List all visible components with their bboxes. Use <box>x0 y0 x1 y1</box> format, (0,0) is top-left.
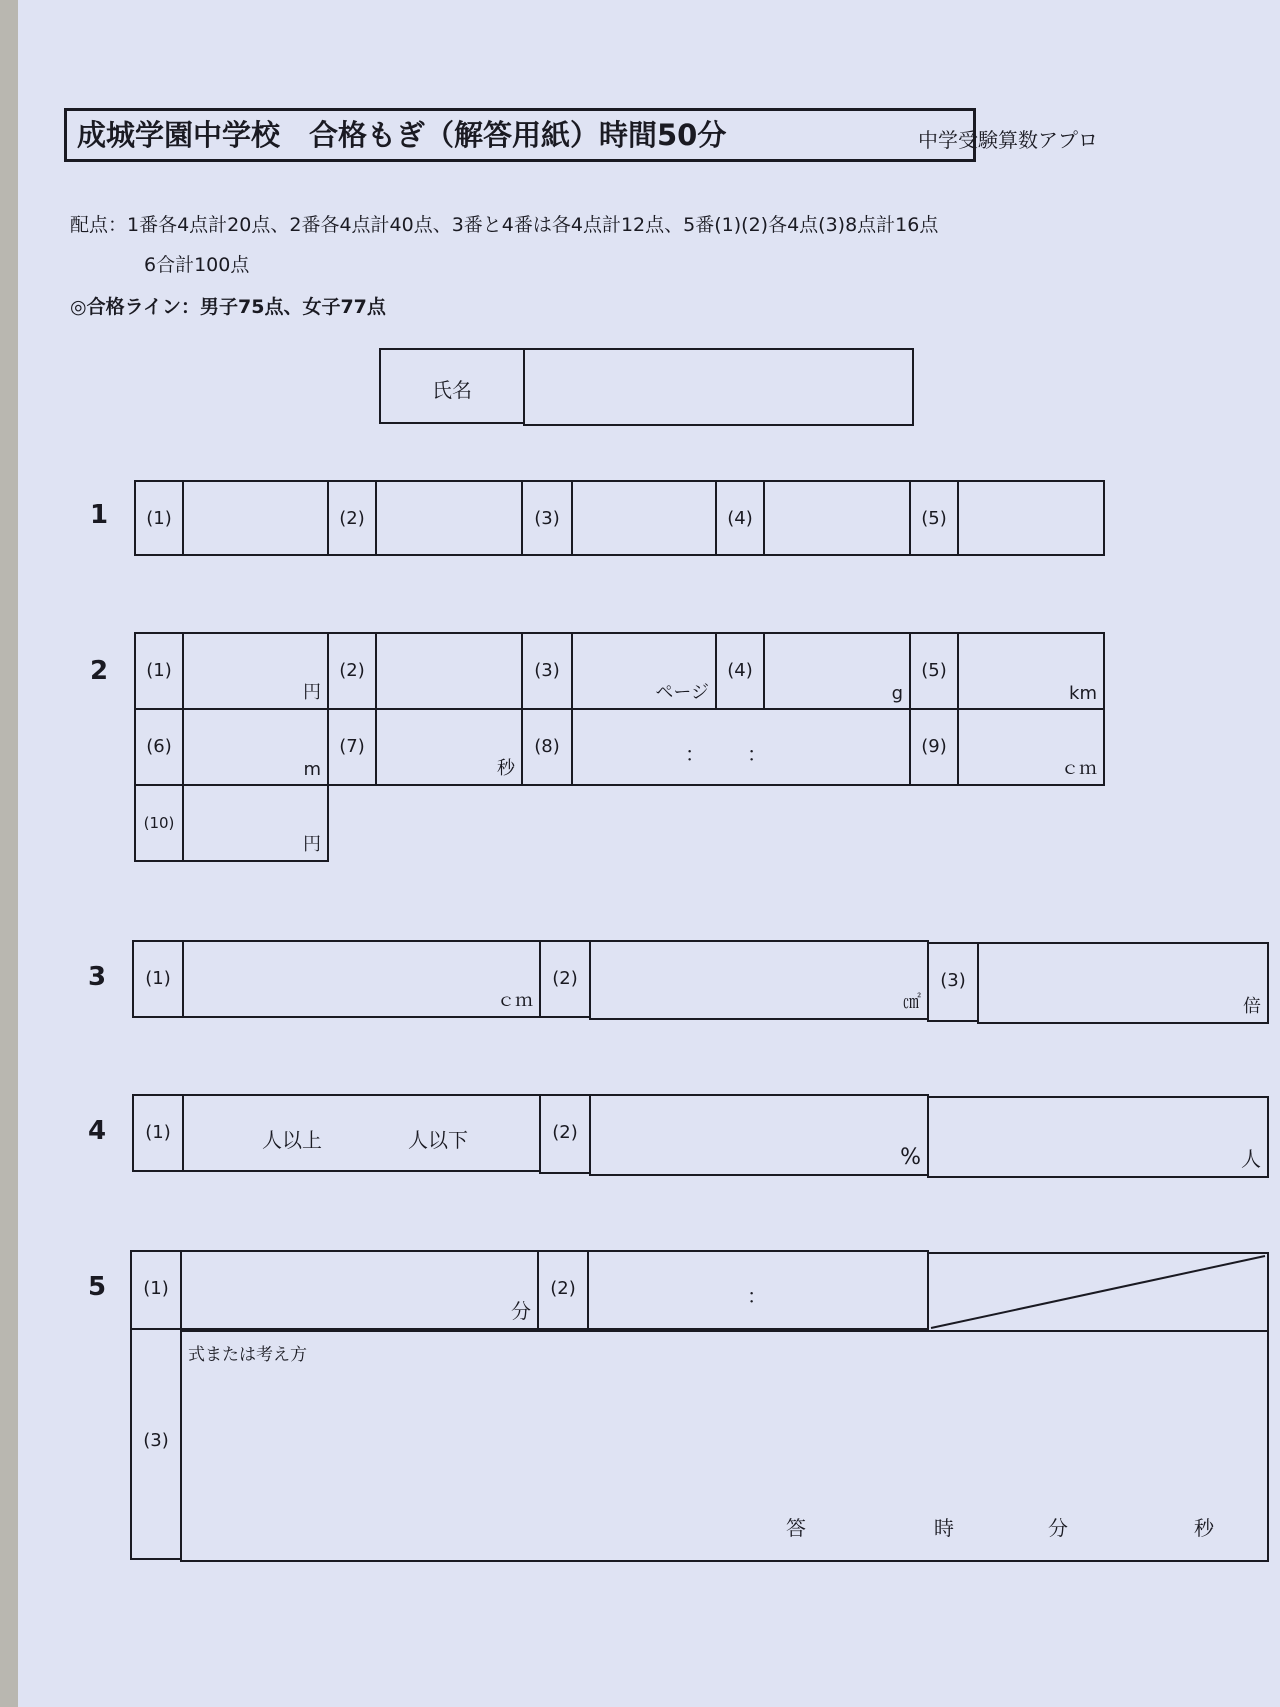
q5-work-label: 式または考え方 <box>188 1345 307 1365</box>
q4-text-at-least: 人以上 <box>262 1128 322 1152</box>
q2-label-1-cell <box>134 632 184 710</box>
q5-diagonal-cell <box>927 1252 1269 1332</box>
q3-label-2-cell <box>539 940 591 1018</box>
q1-label-5: (5) <box>921 508 947 529</box>
q2-unit-1: 円 <box>303 682 321 703</box>
q2-label-10: (10) <box>143 814 175 832</box>
q2-unit-5: km <box>1069 683 1097 704</box>
brand-label: 中学受験算数アプロ <box>918 128 1098 152</box>
q2-label-1: (1) <box>146 660 172 681</box>
q1-label-1: (1) <box>146 508 172 529</box>
q2-unit-7: 秒 <box>497 758 515 779</box>
q3-unit-3: 倍 <box>1243 996 1261 1017</box>
question-1-number: 1 <box>90 500 109 530</box>
q3-answer-2[interactable] <box>589 940 929 1020</box>
q2-colon-2: ： <box>747 742 767 766</box>
q2-label-4-cell <box>715 632 765 710</box>
q4-answer-3[interactable] <box>927 1096 1269 1178</box>
q5-label-1: (1) <box>143 1278 169 1299</box>
q5-colon: ： <box>747 1284 767 1308</box>
q1-label-2: (2) <box>339 508 365 529</box>
q2-answer-9[interactable] <box>957 708 1105 786</box>
q3-label-2: (2) <box>552 968 578 989</box>
q2-unit-4: g <box>891 683 903 704</box>
diagonal-slash <box>929 1254 1267 1330</box>
q2-label-3-cell <box>521 632 573 710</box>
q2-label-10-cell <box>134 784 184 862</box>
pass-line: ◎合格ライン：男子75点、女子77点 <box>70 296 386 318</box>
question-5-number: 5 <box>88 1272 107 1302</box>
q2-unit-6: m <box>303 759 321 780</box>
q2-label-9: (9) <box>921 736 947 757</box>
q4-unit-percent: % <box>900 1145 921 1170</box>
q5-label-3-cell <box>130 1328 182 1560</box>
q3-unit-1: ｃｍ <box>497 990 533 1011</box>
answer-sheet <box>18 0 1280 1707</box>
q4-answer-2[interactable] <box>589 1094 929 1176</box>
q2-answer-4[interactable] <box>763 632 911 710</box>
q3-label-3-cell <box>927 942 979 1022</box>
q5-work-area[interactable] <box>180 1330 1269 1562</box>
scoring-line-2: 6合計100点 <box>144 254 250 276</box>
q1-label-2-cell <box>327 480 377 556</box>
q2-label-5: (5) <box>921 660 947 681</box>
q1-answer-5[interactable] <box>957 480 1105 556</box>
q2-answer-3[interactable] <box>571 632 717 710</box>
q4-answer-1[interactable] <box>182 1094 541 1172</box>
q2-answer-7[interactable] <box>375 708 523 786</box>
q5-hour-label: 時 <box>934 1516 954 1540</box>
q5-label-2-cell <box>537 1250 589 1330</box>
q2-label-7: (7) <box>339 736 365 757</box>
q1-answer-1[interactable] <box>182 480 329 556</box>
q4-label-1: (1) <box>145 1122 171 1143</box>
q4-text-at-most: 人以下 <box>408 1128 468 1152</box>
q2-answer-2[interactable] <box>375 632 523 710</box>
q4-label-2-cell <box>539 1094 591 1174</box>
q5-second-label: 秒 <box>1194 1516 1214 1540</box>
scoring-line-1: 配点：1番各4点計20点、2番各4点計40点、3番と4番は各4点計12点、5番(1)(2)各4点(3)8点計16点 <box>70 214 939 236</box>
q2-answer-10[interactable] <box>182 784 329 862</box>
q2-label-2-cell <box>327 632 377 710</box>
q3-unit-2: ㎠ <box>903 992 921 1013</box>
q2-label-4: (4) <box>727 660 753 681</box>
q3-answer-3[interactable] <box>977 942 1269 1024</box>
q2-answer-6[interactable] <box>182 708 329 786</box>
q5-answer-1[interactable] <box>180 1250 539 1330</box>
q2-label-3: (3) <box>534 660 560 681</box>
name-input-cell[interactable] <box>523 348 914 426</box>
q1-answer-3[interactable] <box>571 480 717 556</box>
q2-label-5-cell <box>909 632 959 710</box>
q5-minute-label: 分 <box>1048 1516 1068 1540</box>
q3-answer-1[interactable] <box>182 940 541 1018</box>
q1-answer-2[interactable] <box>375 480 523 556</box>
q2-label-8: (8) <box>534 736 560 757</box>
q2-unit-10: 円 <box>303 834 321 855</box>
q3-label-1: (1) <box>145 968 171 989</box>
q1-label-5-cell <box>909 480 959 556</box>
q2-label-6-cell <box>134 708 184 786</box>
q1-answer-4[interactable] <box>763 480 911 556</box>
q2-label-8-cell <box>521 708 573 786</box>
q2-label-7-cell <box>327 708 377 786</box>
q5-label-1-cell <box>130 1250 182 1330</box>
q5-answer-label: 答 <box>786 1516 806 1540</box>
q5-label-2: (2) <box>550 1278 576 1299</box>
q3-label-3: (3) <box>940 970 966 991</box>
name-label: 氏名 <box>432 378 472 402</box>
q1-label-3: (3) <box>534 508 560 529</box>
q1-label-3-cell <box>521 480 573 556</box>
q1-label-4: (4) <box>727 508 753 529</box>
q2-label-2: (2) <box>339 660 365 681</box>
q2-label-9-cell <box>909 708 959 786</box>
q2-unit-9: ｃｍ <box>1061 758 1097 779</box>
q3-label-1-cell <box>132 940 184 1018</box>
q2-unit-3: ページ <box>655 682 709 703</box>
q2-answer-5[interactable] <box>957 632 1105 710</box>
q2-label-6: (6) <box>146 736 172 757</box>
q5-answer-2[interactable] <box>587 1250 929 1330</box>
q2-answer-1[interactable] <box>182 632 329 710</box>
q2-colon-1: ： <box>685 742 705 766</box>
name-label-cell <box>379 348 525 424</box>
sheet-title: 成城学園中学校 合格もぎ（解答用紙）時間50分 <box>64 108 976 162</box>
q5-unit-minutes: 分 <box>511 1299 531 1323</box>
q4-label-1-cell <box>132 1094 184 1172</box>
q2-answer-8[interactable] <box>571 708 911 786</box>
question-4-number: 4 <box>88 1116 107 1146</box>
q1-label-4-cell <box>715 480 765 556</box>
q4-unit-person: 人 <box>1241 1147 1261 1171</box>
q1-label-1-cell <box>134 480 184 556</box>
question-2-number: 2 <box>90 656 109 686</box>
q4-label-2: (2) <box>552 1122 578 1143</box>
q5-label-3: (3) <box>143 1430 169 1451</box>
question-3-number: 3 <box>88 962 107 992</box>
